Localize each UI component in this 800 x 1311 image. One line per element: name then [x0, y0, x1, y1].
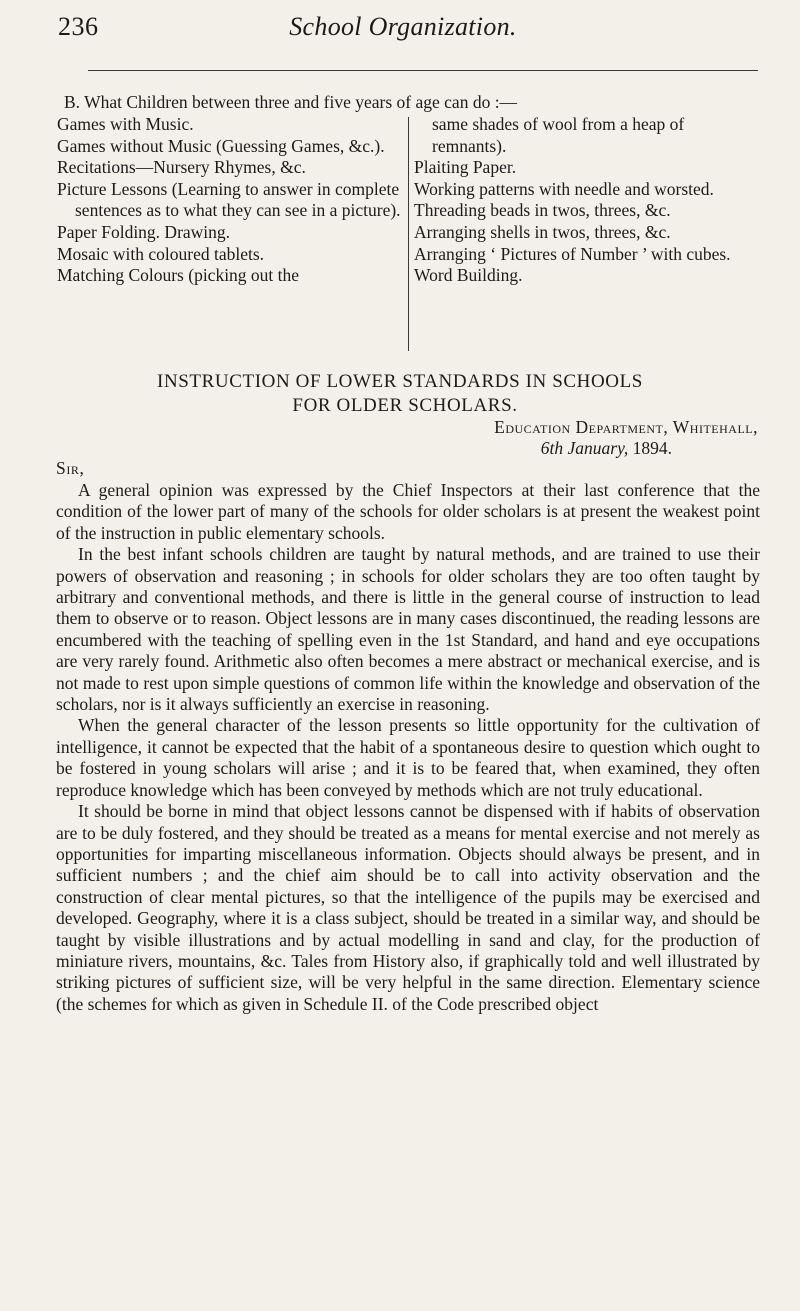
activity-item: Matching Colours (picking out the	[57, 265, 300, 286]
activity-item: Arranging ‘ Pictures of Number ’ with cubes.	[414, 243, 731, 264]
letter-date-day: 6th January,	[540, 438, 629, 458]
activities-left-column	[57, 114, 401, 287]
letter-paragraph: In the best infant schools children are taught by natural methods, and are trained to use their powers of observation and reasoning ; in schools for older scholars they are too often taught by arbitrary and conventional methods, and there is little in the general course of instruction to lead them to observe or to reason. Object lessons are in many cases discontinued, the reading lessons are encumbered with the teaching of spelling even in the 1st Standard, and hand and eye occupations are very rarely found. Arithmetic also often becomes a mere abstract or mechanical exercise, and is not made to rest upon simple questions of common life within the knowledge and observation of the scholars, nor is it always sufficiently an exercise in reasoning.	[56, 544, 760, 715]
letter-date-year: 1894.	[628, 438, 672, 458]
letter-salutation: Sir,	[56, 458, 85, 478]
column-divider	[408, 117, 409, 351]
activity-item-continuation: same shades of wool from a heap of remnants).	[432, 114, 685, 156]
activity-item: Games with Music.	[57, 114, 194, 134]
running-title: School Organization.	[289, 12, 517, 41]
activity-item: Mosaic with coloured tablets.	[57, 243, 265, 264]
header-rule	[88, 70, 758, 71]
letter-paragraph: When the general character of the lesson presents so little opportunity for the cultivation of intelligence, it cannot be expected that the habit of a spontaneous desire to question which ought to be fostered in young scholars will arise ; and it is to be feared that, when examined, they often reproduce knowledge which has been conveyed by methods which are not truly educational.	[56, 715, 760, 800]
letter-date	[494, 438, 758, 459]
running-head	[58, 12, 748, 52]
activity-item: Arranging shells in twos, threes, &c.	[414, 221, 671, 242]
instruction-heading-line2: FOR OLDER SCHOLARS.	[292, 395, 518, 416]
instruction-heading-line1: INSTRUCTION OF LOWER STANDARDS IN SCHOOLS	[157, 371, 643, 392]
activity-item: Recitations—Nursery Rhymes, &c.	[57, 157, 306, 178]
page-number: 236	[58, 12, 99, 41]
letter-address-block	[494, 417, 758, 459]
section-b-heading: B. What Children between three and five years of age can do :—	[64, 92, 518, 112]
activity-item: Picture Lessons (Learning to answer in complete sentences as to what they can see in a picture).	[57, 178, 401, 221]
letter-paragraph: It should be borne in mind that object lessons cannot be dispensed with if habits of observation are to be duly fostered, and they should be treated as a means for mental exercise and not merely as opportunities for imparting miscellaneous information. Objects should always be present, and in sufficient numbers ; and the chief aim should be to call into activity observation and the construction of clear mental pictures, so that the intelligence of the pupils may be exercised and developed. Geography, where it is a class subject, should be treated in a similar way, and should be taught by visible illustrations and by actual modelling in sand and clay, for the production of miniature rivers, mountains, &c. Tales from History also, if graphically told and well illustrated by striking pictures of sufficient size, will be very helpful in the same direction. Elementary science (the schemes for which as given in Schedule II. of the Code prescribed object	[56, 801, 760, 1014]
activities-right-column	[414, 114, 759, 287]
activity-item: Plaiting Paper.	[414, 157, 517, 178]
letter-from-department: Education Department, Whitehall,	[494, 417, 758, 437]
activity-item: Working patterns with needle and worsted.	[414, 178, 714, 199]
letter-paragraph: A general opinion was expressed by the Chief Inspectors at their last conference that the condition of the lower part of many of the schools for older scholars is at present the weakest point of the instruction in public elementary schools.	[56, 480, 760, 543]
activity-item: Threading beads in twos, threes, &c.	[414, 200, 671, 221]
activity-item: Games without Music (Guessing Games, &c.).	[57, 135, 385, 156]
letter-body	[56, 480, 760, 1015]
instruction-heading	[40, 370, 760, 418]
activity-item: Word Building.	[414, 265, 523, 286]
activity-item: Paper Folding. Drawing.	[57, 221, 231, 242]
